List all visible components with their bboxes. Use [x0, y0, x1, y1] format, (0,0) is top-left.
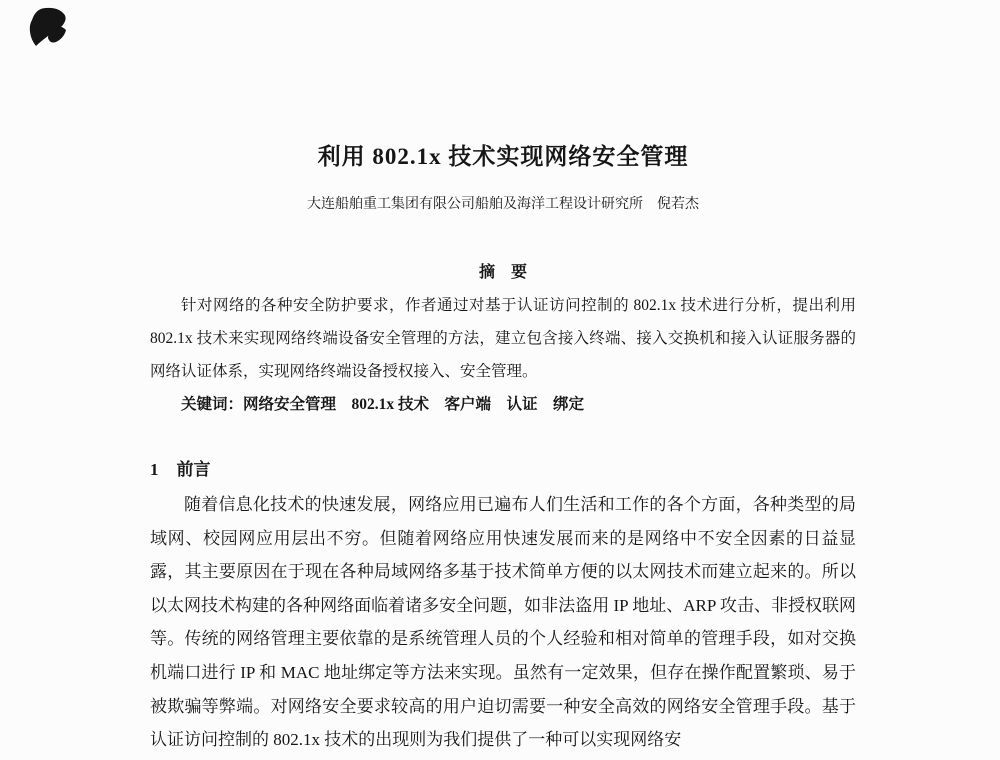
abstract-paragraph: 针对网络的各种安全防护要求，作者通过对基于认证访问控制的 802.1x 技术进行分析，提出利用 802.1x 技术来实现网络终端设备安全管理的方法，建立包含接入终端、接入交换机和接入认证服务器的网络认证体系，实现网络终端设备授权接入、安全管理。 [150, 297, 856, 380]
section-1-number: 1 [150, 460, 159, 479]
document-content [150, 0, 856, 757]
section-1-heading [150, 457, 856, 483]
section-1-paragraph: 随着信息化技术的快速发展，网络应用已遍布人们生活和工作的各个方面，各种类型的局域网、校园网应用层出不穷。但随着网络应用快速发展而来的是网络中不安全因素的日益显露，其主要原因在于现在各种局域网络多基于技术简单方便的以太网技术而建立起来的。所以以太网技术构建的各种网络面临着诸多安全问题，如非法盗用 IP 地址、ARP 攻击、非授权联网等。传统的网络管理主要依靠的是系统管理人员的个人经验和相对简单的管理手段，如对交换机端口进行 IP 和 MAC 地址绑定等方法来实现。虽然有一定效果，但存在操作配置繁琐、易于被欺骗等弊端。对网络安全要求较高的用户迫切需要一种安全高效的网络安全管理手段。基于认证访问控制的 802.1x 技术的出现则为我们提供了一种可以实现网络安 [150, 495, 856, 750]
keywords-line [150, 388, 856, 421]
keywords-text: 网络安全管理 802.1x 技术 客户端 认证 绑定 [243, 396, 585, 413]
ink-blot-mark [26, 6, 70, 50]
keywords-label: 关键词： [181, 396, 244, 413]
page-title: 利用 802.1x 技术实现网络安全管理 [317, 144, 689, 169]
section-1-title: 前言 [176, 460, 211, 479]
abstract-heading: 摘 要 [478, 264, 527, 281]
author-affiliation-line: 大连船舶重工集团有限公司船舶及海洋工程设计研究所 倪若杰 [307, 197, 699, 212]
